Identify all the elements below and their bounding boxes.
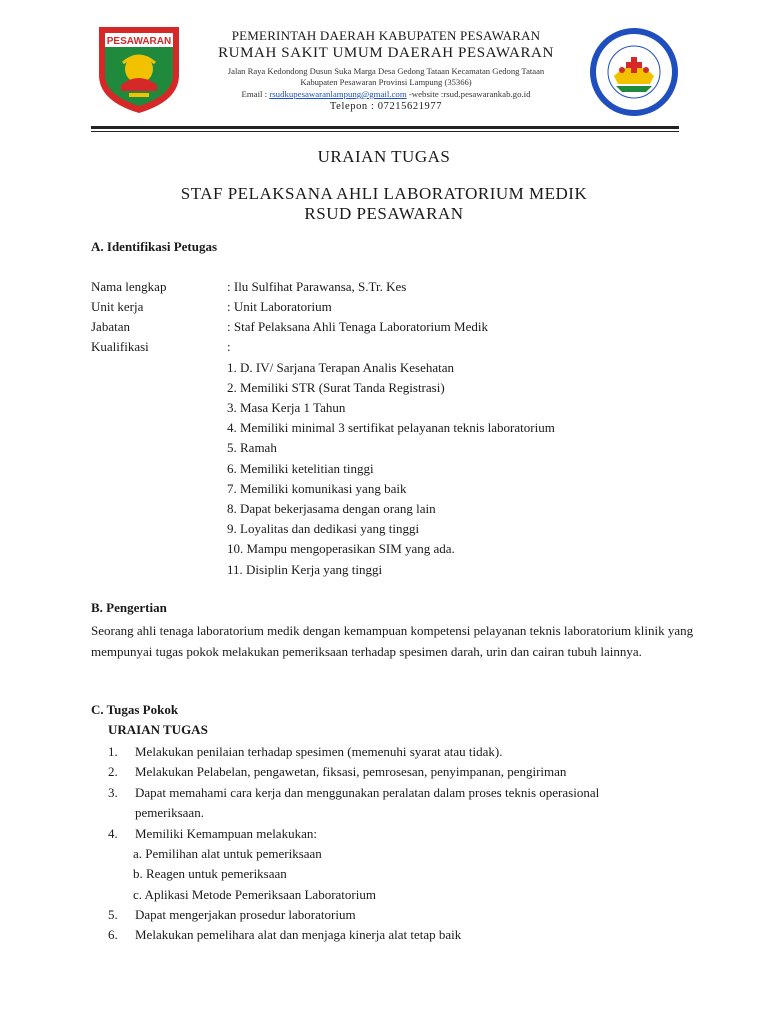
value-kualifikasi: : (227, 339, 231, 354)
phone-number: Telepon : 07215621977 (329, 101, 443, 112)
task-text: Dapat mengerjakan prosedur laboratorium (135, 907, 356, 922)
label-jabatan: Jabatan (91, 319, 130, 334)
qualification-item: 4. Memiliki minimal 3 sertifikat pelayanan teknis laboratorium (227, 420, 555, 435)
email-link[interactable]: rsudkupesawaranlampung@gmail.com (269, 89, 407, 99)
qualification-item: 7. Memiliki komunikasi yang baik (227, 481, 407, 496)
website-text: -website :rsud.pesawarankab.go.id (406, 89, 531, 99)
qualification-item: 2. Memiliki STR (Surat Tanda Registrasi) (227, 380, 445, 395)
task-number: 2. (108, 764, 118, 779)
section-b-heading: B. Pengertian (91, 600, 167, 615)
qualification-item: 1. D. IV/ Sarjana Terapan Analis Kesehatan (227, 360, 454, 375)
task-subitem: a. Pemilihan alat untuk pemeriksaan (133, 846, 322, 861)
header-rule-thin (91, 131, 679, 132)
task-text: Melakukan Pelabelan, pengawetan, fiksasi, pemrosesan, penyimpanan, pengiriman (135, 764, 567, 779)
section-c-heading: C. Tugas Pokok (91, 702, 179, 717)
position-title: STAF PELAKSANA AHLI LABORATORIUM MEDIK (180, 184, 588, 203)
label-unit: Unit kerja (91, 299, 144, 314)
contact-line (190, 88, 582, 100)
government-name: PEMERINTAH DAERAH KABUPATEN PESAWARAN (231, 28, 541, 43)
task-number: 4. (108, 826, 118, 841)
value-unit: : Unit Laboratorium (227, 299, 332, 314)
institution-title: RSUD PESAWARAN (304, 204, 464, 223)
task-subheading: URAIAN TUGAS (108, 722, 208, 737)
task-text: Memiliki Kemampuan melakukan: (135, 826, 317, 841)
task-subitem: c. Aplikasi Metode Pemeriksaan Laboratorium (133, 887, 376, 902)
qualification-item: 3. Masa Kerja 1 Tahun (227, 400, 346, 415)
task-text: Dapat memahami cara kerja dan menggunakan peralatan dalam proses teknis operasional (135, 785, 600, 800)
task-number: 5. (108, 907, 118, 922)
label-nama: Nama lengkap (91, 279, 167, 294)
svg-text:PESAWARAN: PESAWARAN (106, 36, 172, 47)
qualification-item: 5. Ramah (227, 440, 277, 455)
hospital-name: RUMAH SAKIT UMUM DAERAH PESAWARAN (218, 45, 554, 61)
label-kualifikasi: Kualifikasi (91, 339, 149, 354)
section-a-heading: A. Identifikasi Petugas (91, 239, 218, 254)
task-number: 1. (108, 744, 118, 759)
definition-paragraph: Seorang ahli tenaga laboratorium medik dengan kemampuan kompetensi pelayanan teknis laboratorium klinik yang mempunyai tugas pokok melakukan pemeriksaan terhadap spesimen darah, urin dan cairan tubuh lainnya. (91, 623, 694, 659)
address-line-1: Jalan Raya Kedondong Dusun Suka Marga Desa Gedong Tataan Kecamatan Gedong Tataan (227, 66, 545, 76)
qualification-item: 8. Dapat bekerjasama dengan orang lain (227, 501, 436, 516)
email-label: Email : (241, 89, 270, 99)
task-text: Melakukan pemelihara alat dan menjaga kinerja alat tetap baik (135, 927, 462, 942)
task-number: 6. (108, 927, 118, 942)
address-line-2: Kabupaten Pesawaran Provinsi Lampung (35366) (300, 77, 472, 87)
task-subitem: b. Reagen untuk pemeriksaan (133, 866, 287, 881)
qualification-item: 9. Loyalitas dan dedikasi yang tinggi (227, 521, 420, 536)
hospital-logo (588, 26, 680, 118)
value-nama: : Ilu Sulfihat Parawansa, S.Tr. Kes (227, 279, 407, 294)
qualification-item: 10. Mampu mengoperasikan SIM yang ada. (227, 541, 455, 556)
regency-logo (93, 23, 185, 115)
task-text: Melakukan penilaian terhadap spesimen (memenuhi syarat atau tidak). (135, 744, 503, 759)
qualification-item: 11. Disiplin Kerja yang tinggi (227, 562, 383, 577)
document-title: URAIAN TUGAS (317, 147, 451, 166)
task-text-continued: pemeriksaan. (135, 805, 204, 820)
task-number: 3. (108, 785, 118, 800)
header-rule-thick (91, 126, 679, 129)
qualification-item: 6. Memiliki ketelitian tinggi (227, 461, 374, 476)
letterhead (190, 28, 582, 114)
value-jabatan: : Staf Pelaksana Ahli Tenaga Laboratorium Medik (227, 319, 488, 334)
